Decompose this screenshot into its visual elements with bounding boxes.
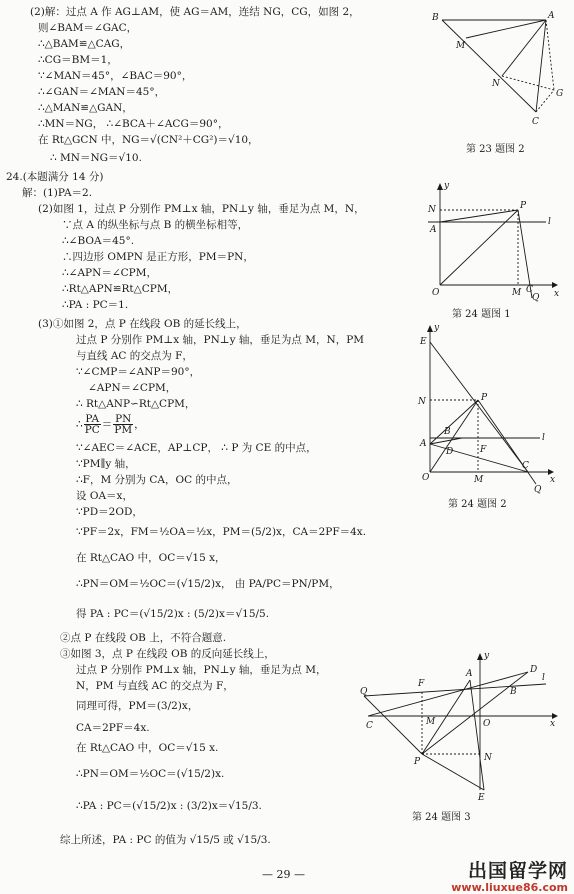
fig23-label-n: N: [492, 79, 500, 89]
q24-part3-case3-line-7: ∴PN＝OM＝½OC＝(√15/2)x.: [76, 768, 225, 780]
figure-24-2: [416, 322, 556, 494]
q23-line-7: ∴△MAN≌△GAN，: [38, 102, 133, 114]
fig243-label-l: l: [542, 673, 545, 683]
fig243-label-q: Q: [360, 687, 368, 697]
watermark-url: www.liuxue86.com: [451, 881, 568, 894]
fig241-label-m: M: [512, 288, 522, 298]
fig241-label-o: O: [432, 288, 440, 298]
fig243-label-d: D: [530, 665, 538, 675]
fig241-label-y: y: [444, 181, 450, 191]
fig243-label-o: O: [483, 719, 491, 729]
q24-part3-case2: ②点 P 在线段 OB 上，不符合题意.: [60, 632, 227, 644]
q24-part2-line-5: ∴∠APN＝∠CPM，: [62, 267, 157, 279]
figure-23-2: [430, 10, 564, 130]
q23-line-4: ∴CG＝BM＝1，: [38, 54, 118, 66]
fig243-label-p: P: [414, 757, 421, 767]
q24-part3-line-13: ∵PF＝2x，FM＝½OA＝½x，PM＝(5/2)x，CA＝2PF＝4x.: [76, 526, 367, 538]
fig242-label-b: B: [444, 427, 451, 437]
page-number: — 29 —: [262, 868, 305, 881]
fig242-label-d: D: [446, 447, 454, 457]
fig243-label-y: y: [484, 651, 490, 661]
fig241-label-l: l: [548, 217, 551, 227]
fig242-label-y: y: [434, 323, 440, 333]
fig23-label-c: C: [532, 117, 539, 127]
fig242-label-m: M: [474, 475, 484, 485]
q24-part3-line-2: 过点 P 分别作 PM⊥x 轴，PN⊥y 轴，垂足为点 M，N，PM: [76, 334, 365, 346]
fraction-denominator: PM: [114, 424, 133, 436]
watermark-title: 出国留学网: [467, 860, 568, 882]
fig243-label-c: C: [366, 721, 373, 731]
figure-24-3: [360, 650, 560, 803]
fig241-label-n: N: [428, 205, 436, 215]
fig242-label-n: N: [418, 397, 426, 407]
fig243-label-e: E: [478, 793, 485, 803]
ratio-therefore: ∴: [76, 418, 83, 431]
fig242-label-a: A: [420, 439, 427, 449]
fig241-label-x: x: [554, 289, 560, 299]
fig242-label-q: Q: [534, 485, 542, 495]
q24-header: 24.(本题满分 14 分): [6, 171, 104, 183]
q23-line-6: ∴∠GAN＝∠MAN＝45°，: [38, 86, 166, 98]
q23-line-2: 则∠BAM＝∠GAC，: [38, 22, 138, 34]
fraction-denominator: PC: [84, 424, 100, 436]
fig243-label-b: B: [510, 687, 517, 697]
fig241-label-p: P: [520, 201, 527, 211]
q24-part3-line-12: ∵PD＝2OD，: [76, 506, 143, 518]
ratio-comma: ，: [134, 418, 145, 431]
fig242-caption: 第 24 题图 2: [448, 499, 507, 510]
fig242-label-x: x: [550, 475, 556, 485]
fig243-caption: 第 24 题图 3: [412, 812, 471, 823]
fig242-label-l: l: [542, 433, 545, 443]
q24-part3-case3-line-1: ③如图 3，点 P 在线段 OB 的反向延长线上，: [60, 648, 275, 660]
q24-part3-line-5: ∠APN＝∠CPM，: [88, 382, 177, 394]
q24-part2-line-1: (2)如图 1，过点 P 分别作 PM⊥x 轴，PN⊥y 轴，垂足为点 M，N，: [38, 203, 365, 215]
q24-part2-line-6: ∴Rt△APN≌Rt△CPM，: [62, 283, 179, 295]
q24-part3-case3-line-2: 过点 P 分别作 PM⊥x 轴，PN⊥y 轴，垂足为点 M，: [76, 664, 327, 676]
q24-part3-case3-line-4: 同理可得，PM＝(3/2)x，: [76, 700, 199, 712]
fraction-pa-pc: [84, 414, 101, 435]
fig243-label-x: x: [550, 719, 556, 729]
q24-part3-case3-line-5: CA＝2PF＝4x.: [76, 722, 150, 734]
q24-part1: 解：(1)PA＝2.: [22, 187, 93, 199]
fraction-pn-pm: [113, 414, 133, 435]
fig242-label-f: F: [480, 445, 487, 455]
fig242-label-c: C: [522, 461, 529, 471]
fig23-label-a: A: [548, 11, 555, 21]
fig243-label-f: F: [418, 679, 425, 689]
q23-line-1: (2)解：过点 A 作 AG⊥AM，使 AG＝AM，连结 NG，CG，如图 2，: [30, 6, 360, 18]
q24-part3-line-10: ∴F，M 分别为 CA，OC 的中点，: [76, 474, 238, 486]
q23-line-5: ∵∠MAN＝45°，∠BAC＝90°，: [38, 70, 193, 82]
q24-part3-case3-line-8: ∴PA : PC＝(√15/2)x : (3/2)x＝√15/3.: [76, 800, 262, 812]
q24-part3-line-6: ∴ Rt△ANP∽Rt△CPM，: [76, 398, 196, 410]
q24-part2-line-2: ∵点 A 的纵坐标与点 B 的横坐标相等，: [62, 219, 249, 231]
fig242-label-e: E: [420, 337, 427, 347]
fig243-label-m: M: [426, 717, 436, 727]
q24-part3-line-15: ∴PN＝OM＝½OC＝(√15/2)x， 由 PA/PC＝PN/PM，: [76, 578, 340, 590]
q24-part3-line-16: 得 PA : PC＝(√15/2)x : (5/2)x＝√15/5.: [76, 608, 270, 620]
q24-part2-line-4: ∴四边形 OMPN 是正方形，PM＝PN，: [62, 251, 254, 263]
fig23-label-m: M: [456, 41, 466, 51]
watermark: [451, 856, 568, 894]
q23-line-8: ∴MN＝NG， ∴∠BCA＋∠ACG＝90°，: [38, 118, 229, 130]
q24-part3-line-3: 与直线 AC 的交点为 F，: [76, 350, 193, 362]
q24-part3-line-8: ∵∠AEC＝∠ACE，AP⊥CP， ∴ P 为 CE 的中点，: [76, 442, 317, 454]
q24-part3-line-4: ∵∠CMP＝∠ANP＝90°，: [76, 366, 201, 378]
q23-line-10: ∴ MN＝NG＝√10.: [50, 152, 142, 164]
fig23-label-b: B: [432, 13, 439, 23]
q24-part3-line-1: (3)①如图 2，点 P 在线段 OB 的延长线上，: [38, 318, 247, 330]
q24-part3-line-14: 在 Rt△CAO 中，OC＝√15 x，: [76, 552, 226, 564]
q24-part3-case3-line-3: N，PM 与直线 AC 的交点为 F，: [76, 680, 234, 692]
fig23-label-g: G: [556, 89, 564, 99]
q23-line-9: 在 Rt△GCN 中，NG＝√(CN²＋CG²)＝√10，: [38, 134, 259, 146]
fig243-label-n: N: [484, 753, 492, 763]
fig241-label-c: C: [526, 285, 533, 295]
q23-line-3: ∴△BAM≌△CAG，: [38, 38, 131, 50]
ratio-equals: ＝: [101, 418, 113, 431]
q24-part3-line-11: 设 OA＝x，: [76, 490, 133, 502]
fig241-caption: 第 24 题图 1: [452, 309, 511, 320]
q24-part3-case3-line-6: 在 Rt△CAO 中，OC＝√15 x.: [76, 742, 219, 754]
fraction-numerator: PN: [115, 413, 132, 425]
fraction-numerator: PA: [85, 413, 100, 425]
q24-part3-ratio-line: [76, 414, 145, 435]
q24-part3-line-9: ∵PM∥y 轴，: [76, 458, 136, 470]
fig241-label-q: Q: [532, 293, 540, 303]
q24-part2-line-3: ∴∠BOA＝45°.: [62, 235, 135, 247]
q24-part2-line-7: ∴PA : PC＝1.: [62, 299, 129, 311]
fig241-label-a: A: [430, 225, 437, 235]
fig243-label-a: A: [466, 669, 473, 679]
q24-conclusion: 综上所述，PA : PC 的值为 √15/5 或 √15/3.: [60, 834, 271, 846]
fig242-label-o: O: [422, 473, 430, 483]
figure-24-1: [420, 180, 560, 303]
fig242-label-p: P: [481, 393, 488, 403]
fig23-caption: 第 23 题图 2: [466, 144, 525, 155]
